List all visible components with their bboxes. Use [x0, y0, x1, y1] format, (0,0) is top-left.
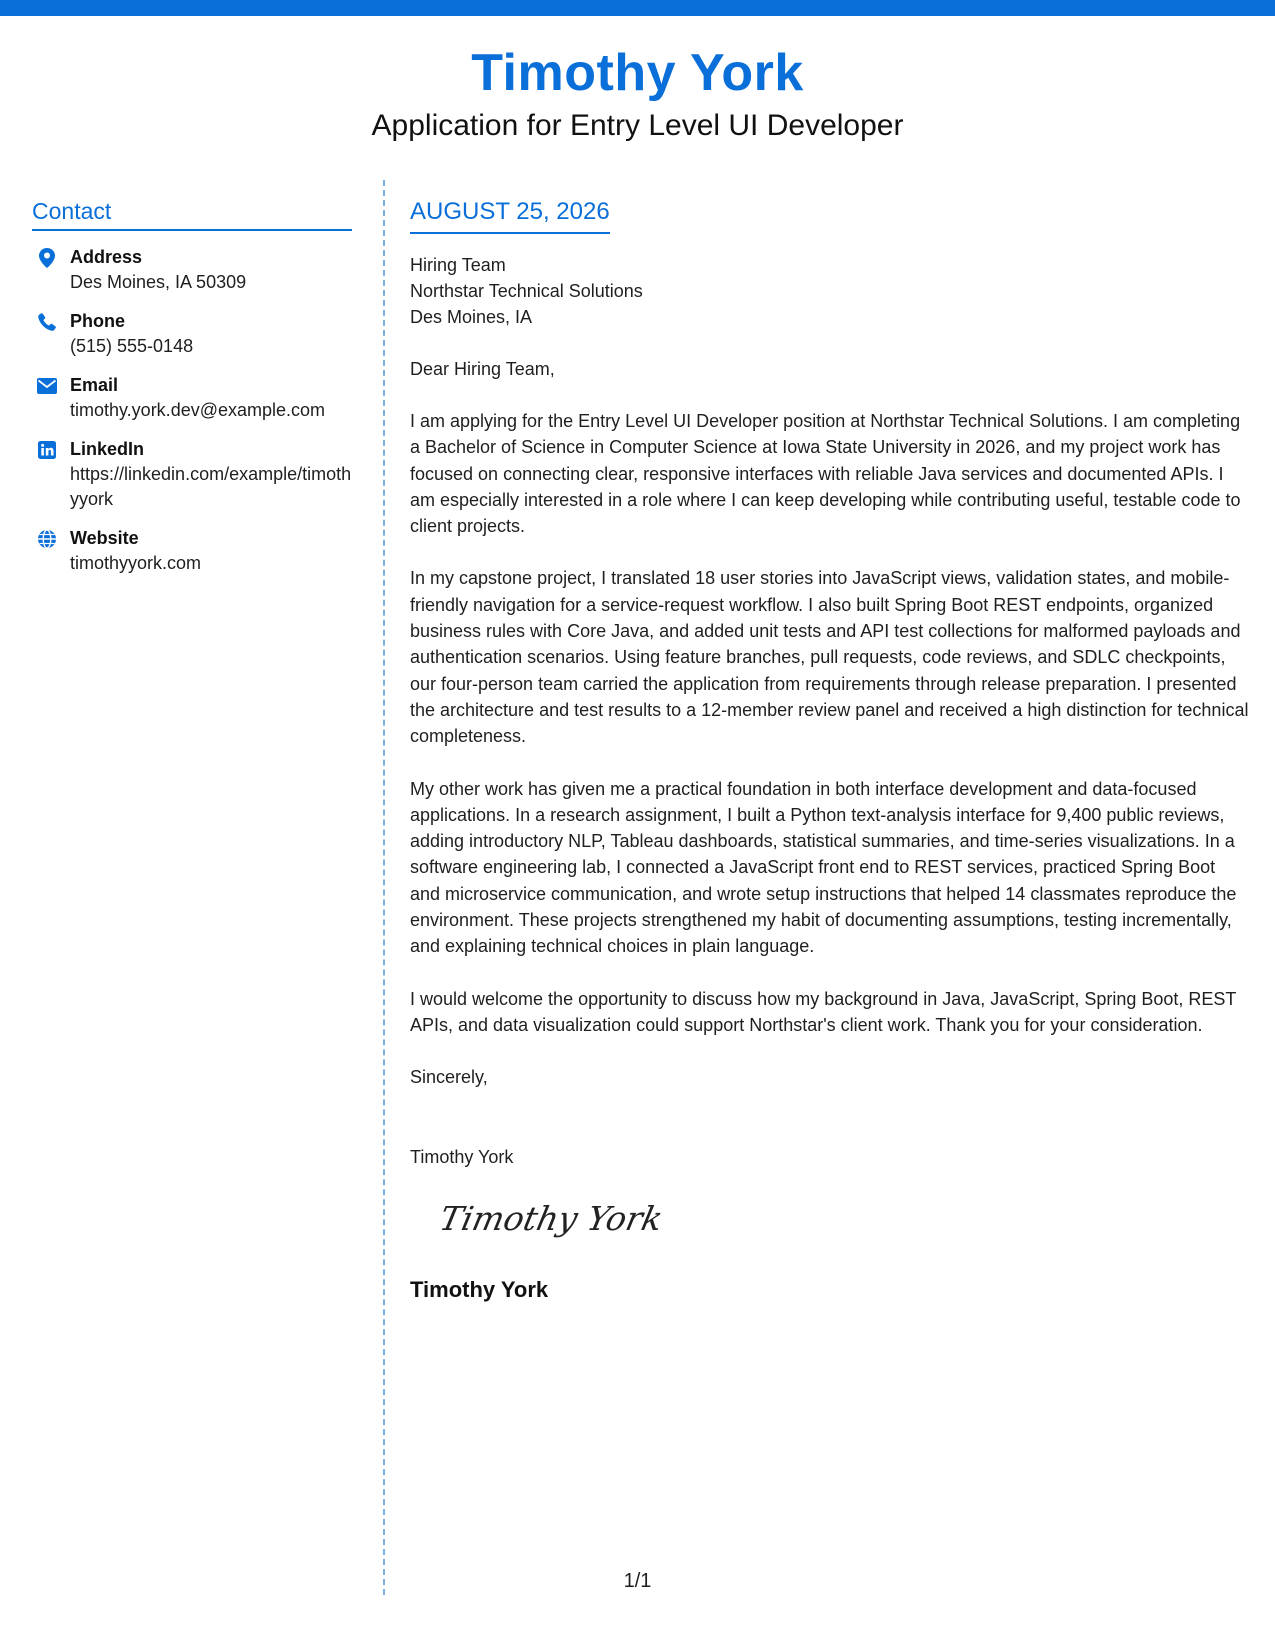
contact-label: Address	[70, 247, 143, 267]
linkedin-icon	[36, 439, 58, 461]
contact-email	[32, 373, 352, 423]
contact-value: Des Moines, IA 50309	[70, 272, 247, 292]
recipient-line: Hiring Team	[410, 255, 506, 275]
letter-paragraph: I am applying for the Entry Level UI Developer position at Northstar Technical Solutions. I am completing a Bachelor of Science in Computer Science at Iowa State University in 2026, and my project work has focused on connecting clear, responsive interfaces with reliable Java services and documented APIs. I am especially interested in a role where I can keep developing while contributing useful, testable code to client projects.	[410, 411, 1241, 537]
signature-text: Timothy York	[436, 1199, 664, 1239]
letter-paragraph: In my capstone project, I translated 18 user stories into JavaScript views, validation states, and mobile-friendly navigation for a service-request workflow. I also built Spring Boot REST endpoints, organized business rules with Core Java, and added unit tests and API test collections for malformed payloads and authentication scenarios. Using feature branches, pull requests, code reviews, and SDLC checkpoints, our four-person team carried the application from requirements through release preparation. I presented the architecture and test results to a 12-member review panel and received a high distinction for technical completeness.	[410, 568, 1249, 747]
phone-icon	[36, 311, 58, 333]
globe-icon	[36, 528, 58, 550]
contact-value: (515) 555-0148	[70, 336, 194, 356]
letter-paragraph: My other work has given me a practical foundation in both interface development and data-focused applications. In a research assignment, I built a Python text-analysis interface for 9,400 public reviews, adding introductory NLP, Tableau dashboards, statistical summaries, and time-series visualizations. In a software engineering lab, I connected a JavaScript front end to REST services, practiced Spring Boot and microservice communication, and wrote setup instructions that helped 14 classmates reproduce the environment. These projects strengthened my habit of documenting assumptions, testing incrementally, and explaining technical choices in plain language.	[410, 778, 1237, 957]
page-number: 1/1	[623, 1570, 652, 1592]
top-accent-bar	[0, 0, 1275, 16]
contact-address	[32, 245, 352, 295]
contact-label: Email	[70, 375, 119, 395]
salutation: Dear Hiring Team,	[410, 359, 555, 379]
contact-website	[32, 526, 352, 576]
contact-value: https://linkedin.com/example/timothyyork	[70, 464, 352, 509]
contact-linkedin	[32, 437, 352, 512]
recipient-line: Northstar Technical Solutions	[410, 281, 643, 301]
contact-label: Phone	[70, 311, 126, 331]
contact-value: timothy.york.dev@example.com	[70, 400, 326, 420]
signature-name: Timothy York	[410, 1277, 549, 1303]
column-divider	[383, 180, 385, 1595]
handwritten-signature	[434, 1192, 664, 1252]
contact-phone	[32, 309, 352, 359]
typed-name: Timothy York	[410, 1147, 514, 1168]
contact-label: LinkedIn	[70, 439, 145, 459]
envelope-icon	[36, 375, 58, 397]
contact-heading: Contact	[32, 196, 352, 231]
applicant-name: Timothy York	[471, 44, 804, 102]
contact-value: timothyyork.com	[70, 553, 202, 573]
contact-label: Website	[70, 528, 139, 548]
application-subtitle: Application for Entry Level UI Developer	[371, 109, 904, 142]
contact-sidebar	[32, 196, 352, 590]
recipient-line: Des Moines, IA	[410, 307, 533, 327]
letter-header	[0, 40, 1275, 146]
letter-paragraph: I would welcome the opportunity to discuss how my background in Java, JavaScript, Spring Boot, REST APIs, and data visualization could support Northstar's client work. Thank you for your consideration.	[410, 988, 1237, 1035]
letter-date: AUGUST 25, 2026	[410, 196, 610, 234]
recipient-block	[410, 252, 1250, 330]
closing: Sincerely,	[410, 1067, 488, 1088]
letter-body	[410, 196, 1250, 1305]
map-pin-icon	[36, 247, 58, 269]
